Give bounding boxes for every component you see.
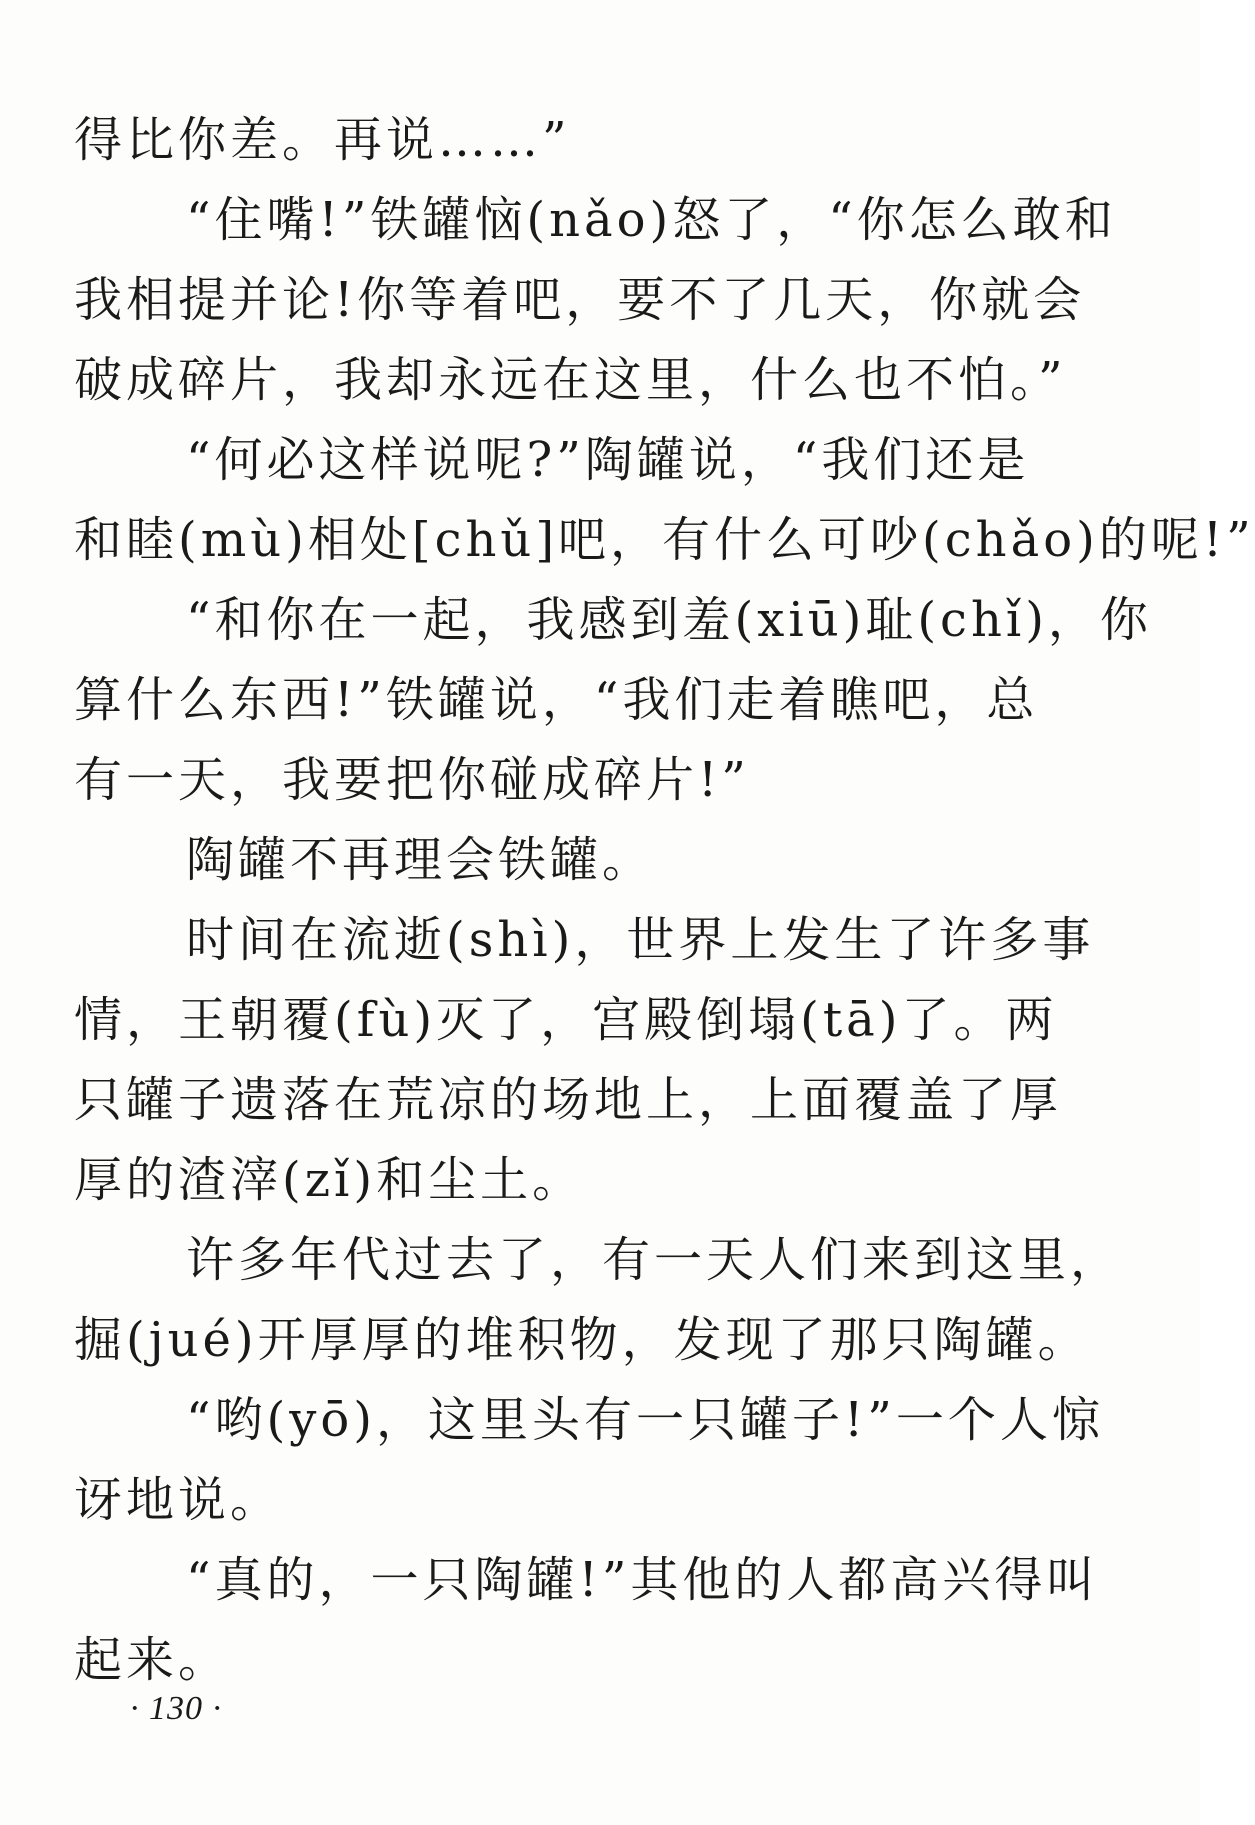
text-line: 有一天，我要把你碰成碎片!” <box>74 752 750 808</box>
text-line: 掘(jué)开厚厚的堆积物，发现了那只陶罐。 <box>74 1312 1090 1368</box>
text-line: 我相提并论!你等着吧，要不了几天，你就会 <box>74 272 1086 328</box>
story-text <box>74 100 1255 1700</box>
text-line: 起来。 <box>74 1632 231 1688</box>
text-line: 厚的渣滓(zǐ)和尘土。 <box>74 1152 585 1208</box>
text-line: 只罐子遗落在荒凉的场地上，上面覆盖了厚 <box>74 1072 1063 1128</box>
text-line: 陶罐不再理会铁罐。 <box>186 832 655 888</box>
text-line: “住嘴!”铁罐恼(nǎo)怒了，“你怎么敢和 <box>186 192 1117 248</box>
text-line: 得比你差。再说……” <box>74 112 571 168</box>
text-line: 情，王朝覆(fù)灭了，宫殿倒塌(tā)了。两 <box>74 992 1058 1048</box>
text-line: 破成碎片，我却永远在这里，什么也不怕。” <box>74 352 1067 408</box>
text-line: “真的，一只陶罐!”其他的人都高兴得叫 <box>186 1552 1099 1608</box>
text-line: 和睦(mù)相处[chǔ]吧，有什么可吵(chǎo)的呢!” <box>74 512 1255 568</box>
page-number: · 130 · <box>130 1690 222 1727</box>
text-line: 时间在流逝(shì)，世界上发生了许多事 <box>186 912 1095 968</box>
text-line: 讶地说。 <box>74 1472 283 1528</box>
text-line: 算什么东西!”铁罐说，“我们走着瞧吧，总 <box>74 672 1039 728</box>
text-line: “何必这样说呢?”陶罐说，“我们还是 <box>186 432 1030 488</box>
text-line: “哟(yō)，这里头有一只罐子!”一个人惊 <box>186 1392 1104 1448</box>
text-line: 许多年代过去了，有一天人们来到这里， <box>186 1232 1123 1288</box>
text-line: “和你在一起，我感到羞(xiū)耻(chǐ)，你 <box>186 592 1152 648</box>
